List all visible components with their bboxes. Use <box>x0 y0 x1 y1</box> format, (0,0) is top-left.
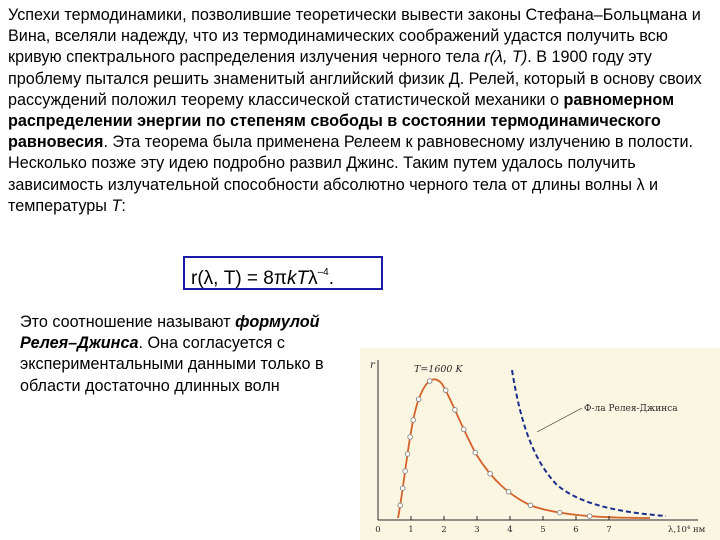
formula-name: формулой Релея–Джинса <box>20 313 320 353</box>
data-point <box>398 503 403 508</box>
rayleigh-jeans-curve-label: Ф-ла Релея-Джинса <box>584 404 678 414</box>
data-point <box>403 469 408 474</box>
data-point <box>427 379 432 384</box>
x-tick-label: 4 <box>507 525 513 535</box>
conclusion-paragraph <box>20 312 365 397</box>
x-tick-label: 0 <box>375 525 381 535</box>
data-point <box>506 490 511 495</box>
x-tick-label: 5 <box>540 525 546 535</box>
data-point <box>557 510 562 515</box>
data-point <box>411 418 416 423</box>
x-tick-label: 3 <box>474 525 480 535</box>
data-point <box>528 503 533 508</box>
conclusion-text-1: Это соотношение называют <box>20 313 236 331</box>
intro-text-2: . В 1900 году эту проблему пытался решить знаменитый английский физик Д. Релей, который в основу своих рассуждений положил теорему классической статистической механики о <box>8 48 702 109</box>
data-point <box>408 435 413 440</box>
r-lambda-t: r(λ, T) <box>484 48 528 67</box>
conclusion-text-2: . Она согласуется с экспериментальными данными только в области достаточно длинных волн <box>20 334 324 395</box>
formula-lambda: λ <box>308 268 318 289</box>
data-point <box>462 427 467 432</box>
formula-dot: . <box>328 268 334 289</box>
y-axis-label: r <box>370 360 375 371</box>
formula-lhs: r(λ, T) = 8π <box>191 268 287 289</box>
spectral-distribution-figure <box>360 348 720 540</box>
data-point <box>587 514 592 519</box>
data-point <box>443 388 448 393</box>
x-unit-label: λ,10⁴ нм <box>668 525 706 535</box>
temperature-label: T=1600 K <box>414 364 463 375</box>
intro-text-1: Успехи термодинамики, позволившие теоретически вывести законы Стефана–Больцмана и Вина, вселяли надежду, что из термодинамических соображений удастся получить всю кривую спектрального распределения излучения черного тела <box>8 6 701 67</box>
intro-paragraph <box>8 5 713 217</box>
data-point <box>416 397 421 402</box>
x-tick-label: 1 <box>408 525 414 535</box>
t-variable: T <box>111 196 122 215</box>
x-tick-label: 2 <box>441 525 447 535</box>
equipartition-term: равномерном распределении энергии по степеням свободы в состоянии термодинамического равновесия <box>8 90 675 152</box>
data-point <box>405 452 410 457</box>
data-point <box>453 408 458 413</box>
data-point <box>473 450 478 455</box>
intro-text-4: : <box>121 196 126 215</box>
formula-exponent: –4 <box>317 267 329 278</box>
intro-text-3: . Эта теорема была применена Релеем к равновесному излучению в полости. Несколько позже эту идею подробно развил Джинс. Таким путем удалось получить зависимость излучательной способности абсолютно черного тела от длины волны λ и температуры <box>8 133 694 215</box>
x-tick-label: 6 <box>573 525 579 535</box>
formula-kt: kT <box>286 268 309 289</box>
data-point <box>400 486 405 491</box>
data-point <box>488 471 493 476</box>
x-tick-label: 7 <box>606 525 612 535</box>
rayleigh-jeans-formula <box>183 256 383 290</box>
figure-background <box>360 348 720 540</box>
